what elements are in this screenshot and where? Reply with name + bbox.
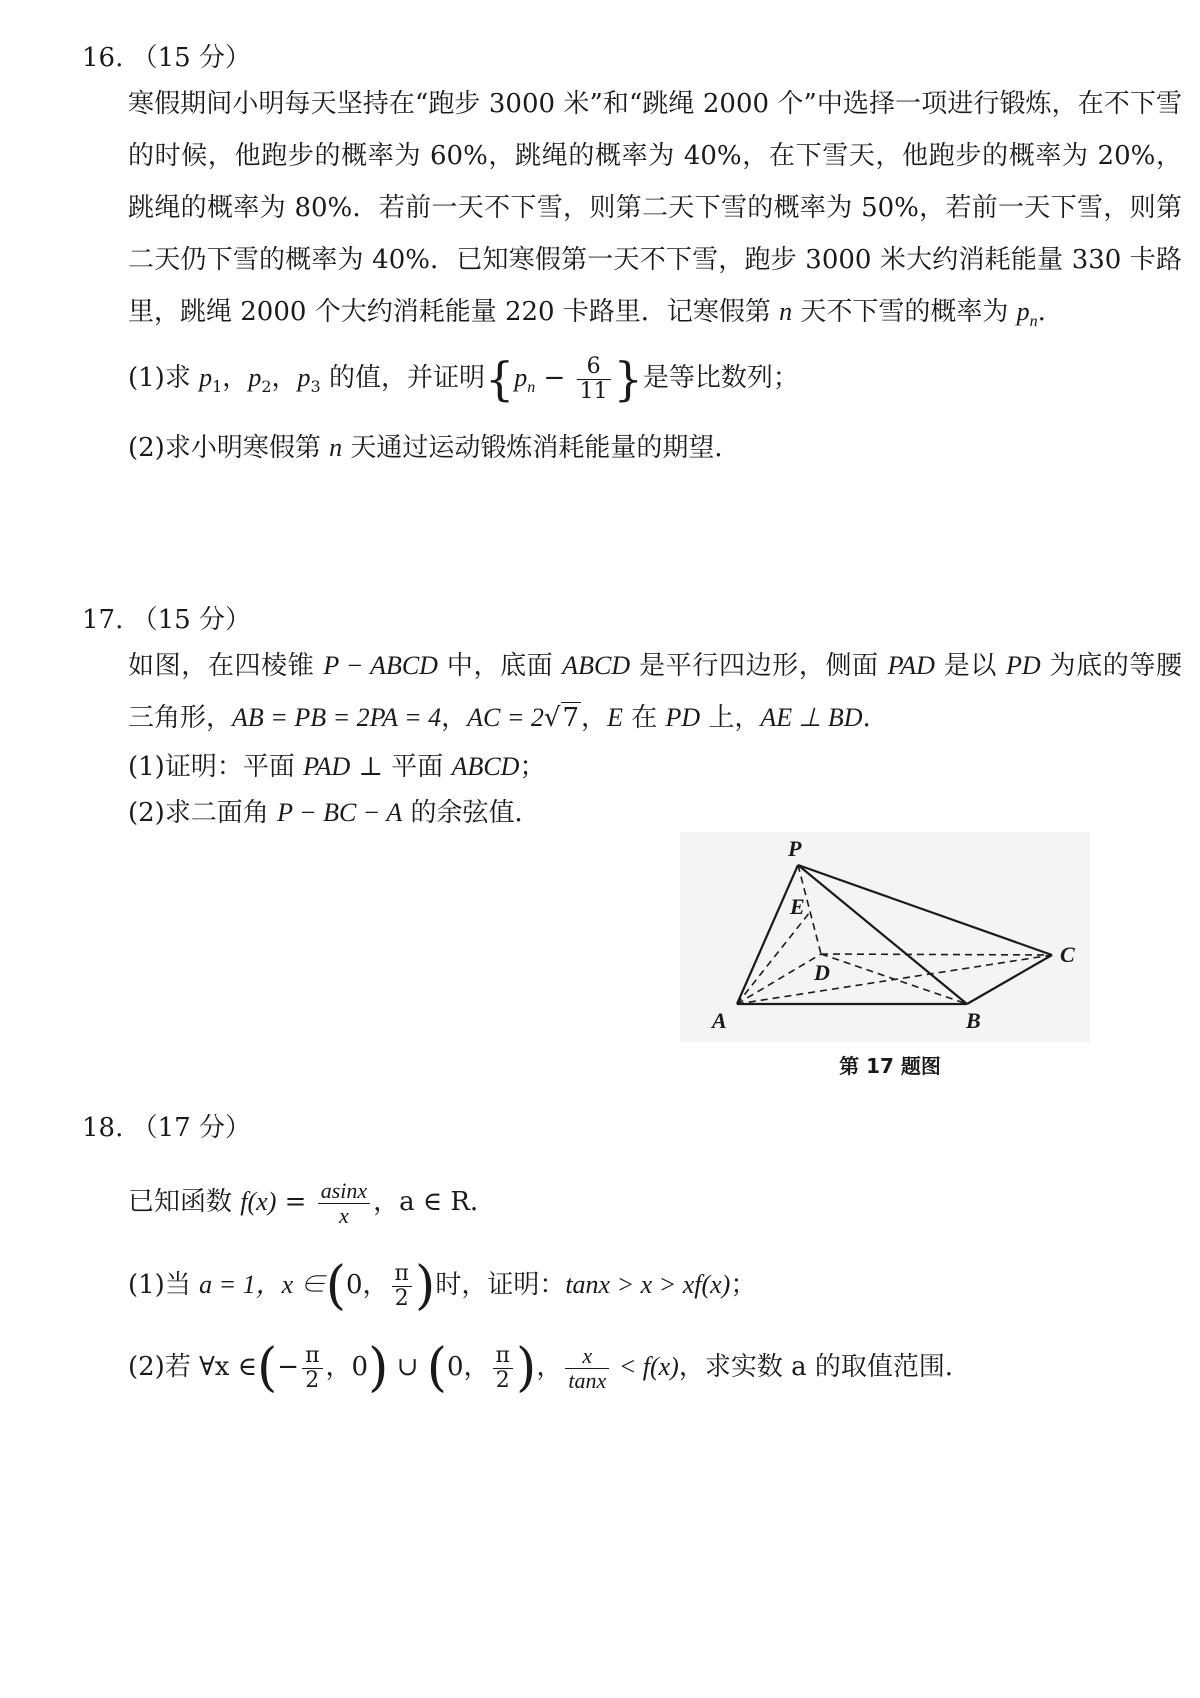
dihedral-angle: P − BC − A xyxy=(277,798,403,827)
fraction-denominator: tanx xyxy=(568,1367,607,1393)
fraction-denominator: 2 xyxy=(495,1367,510,1393)
face-name: PAD xyxy=(887,651,935,680)
base-name: ABCD xyxy=(562,651,631,680)
question-score: （15 分） xyxy=(131,43,251,73)
vertex-label-d: D xyxy=(814,960,830,985)
fraction-pi-2 xyxy=(493,1344,513,1393)
q17-text: 中，底面 xyxy=(437,651,563,681)
question-18-part2 xyxy=(128,1326,1182,1408)
question-17-part2 xyxy=(128,790,1182,836)
comma: ， xyxy=(536,1352,563,1382)
fraction-denominator: x xyxy=(339,1202,349,1228)
part1-mid: 的值，并证明 xyxy=(320,363,485,394)
fraction-numerator: π xyxy=(493,1344,513,1369)
fraction-x-tanx xyxy=(565,1344,609,1393)
question-16-part2 xyxy=(128,418,1182,478)
q18-tail: ，a ∈ R． xyxy=(373,1187,496,1217)
part2-label: (2)若 ∀x ∈ xyxy=(128,1352,257,1382)
question-17-header xyxy=(82,600,1182,640)
brace-open: { xyxy=(484,352,515,407)
part2-tail: 天通过运动锻炼消耗能量的期望． xyxy=(342,433,741,464)
var-n: n xyxy=(779,297,793,326)
fraction-numerator: π xyxy=(392,1262,412,1287)
pyramid-figure xyxy=(680,832,1090,1042)
inequality: < f(x) xyxy=(612,1352,679,1381)
vertex-label-a: A xyxy=(712,1008,727,1033)
part1-mid: 时，证明： xyxy=(435,1270,566,1300)
part1-label: (1)当 xyxy=(128,1270,200,1300)
question-score: （15 分） xyxy=(131,605,251,635)
part1-tail: ； xyxy=(519,752,546,782)
edge-name: PD xyxy=(1005,651,1041,680)
q16-period: . xyxy=(1037,297,1046,327)
condition: a = 1，x ∈ xyxy=(199,1270,326,1299)
fraction-pi-2 xyxy=(302,1344,322,1393)
comma: ， xyxy=(222,363,249,394)
plane-pad: PAD xyxy=(303,752,351,781)
var-p2-sub: 2 xyxy=(261,377,272,397)
fraction-denominator: 2 xyxy=(305,1367,320,1393)
vertex-label-p: P xyxy=(788,836,802,861)
var-p1-sub: 1 xyxy=(212,377,223,397)
var-pn: p xyxy=(514,363,528,393)
fraction-asinx-x xyxy=(318,1179,370,1228)
period: . xyxy=(862,703,871,733)
function-fx: f(x) xyxy=(240,1187,277,1216)
fraction-pi-2 xyxy=(392,1262,412,1311)
question-16-part1 xyxy=(128,348,1182,418)
q17-text: 是平行四边形，侧面 xyxy=(630,651,888,681)
question-18-header xyxy=(82,1108,1182,1148)
vertex-label-c: C xyxy=(1060,942,1075,967)
part1-label: (1)求 xyxy=(128,363,200,394)
paren-open: ( xyxy=(325,1256,346,1316)
comma: ， xyxy=(581,703,608,733)
point-e: E xyxy=(607,703,623,732)
question-score: （17 分） xyxy=(131,1113,251,1143)
fraction-6-11 xyxy=(577,355,611,404)
part2-label: (2)求小明寒假第 xyxy=(128,433,330,464)
question-18-part1 xyxy=(128,1244,1182,1326)
question-16-header xyxy=(82,38,1182,78)
minus: − xyxy=(535,363,574,394)
question-17-part1 xyxy=(128,744,1182,790)
question-number: 16. xyxy=(82,43,124,73)
question-16 xyxy=(82,38,1182,478)
part1-tail: ； xyxy=(730,1270,757,1300)
question-18-body xyxy=(128,1160,1182,1244)
fraction-denominator: 11 xyxy=(579,378,608,404)
question-number: 18. xyxy=(82,1113,124,1143)
vertex-label-e: E xyxy=(790,894,805,919)
q17-text: 在 xyxy=(622,703,666,733)
var-p1: p xyxy=(199,363,213,393)
question-17 xyxy=(82,600,1182,836)
paren-open: ( xyxy=(256,1338,278,1398)
sqrt-7 xyxy=(544,692,581,744)
interval-end: ，0 xyxy=(325,1352,369,1382)
paren-close: ) xyxy=(368,1338,389,1398)
vertex-label-b: B xyxy=(966,1008,981,1033)
paren-open: ( xyxy=(426,1338,447,1398)
q18-intro: 已知函数 xyxy=(128,1187,241,1217)
plane-abcd: ABCD xyxy=(451,752,520,781)
var-p3-sub: 3 xyxy=(310,377,321,397)
question-18 xyxy=(82,1108,1182,1408)
inequality: tanx > x > xf(x) xyxy=(565,1270,731,1299)
length-equation: AB = PB = 2PA = 4 xyxy=(232,703,442,732)
sqrt-radicand: 7 xyxy=(562,703,580,733)
var-n: n xyxy=(329,433,343,463)
q17-text: 是以 xyxy=(934,651,1006,681)
perp-condition: AE ⊥ BD xyxy=(760,703,863,732)
fraction-denominator: 2 xyxy=(394,1285,409,1311)
edge-name: PD xyxy=(665,703,701,732)
q16-text: 寒假期间小明每天坚持在“跑步 3000 米”和“跳绳 2000 个”中选择一项进行锻炼，在不下雪的时候，他跑步的概率为 60%，跳绳的概率为 40%，在下雪天，他跑步的概率为 20%，跳绳的概率为 80%．若前一天不下雪，则第二天下雪的概率为 50%，若前一天下雪，则第二天仍下雪的概率为 40%．已知寒假第一天不下雪，跑步 3000 米大约消耗能量 330 卡路里，跳绳 2000 个大约消耗能量 220 卡路里．记寒假第 xyxy=(128,89,1182,327)
var-p3: p xyxy=(297,363,311,393)
fraction-numerator: asinx xyxy=(318,1179,370,1204)
fraction-numerator: 6 xyxy=(577,355,611,380)
perp-text: ⊥ 平面 xyxy=(350,752,452,782)
sqrt-symbol: √ xyxy=(543,703,561,733)
question-17-body xyxy=(128,640,1182,744)
paren-close: ) xyxy=(516,1338,537,1398)
fraction-numerator: π xyxy=(302,1344,322,1369)
comma: ， xyxy=(271,363,298,394)
fraction-numerator: x xyxy=(565,1344,609,1369)
question-number: 17. xyxy=(82,605,124,635)
q17-text: 如图，在四棱锥 xyxy=(128,651,324,681)
q17-text: 为底的等腰三角形， xyxy=(128,651,1183,733)
var-pn-sub: n xyxy=(527,379,536,397)
pyramid-name: P − ABCD xyxy=(323,651,438,680)
interval-start: 0， xyxy=(346,1270,389,1300)
part2-label: (2)求二面角 xyxy=(128,798,278,828)
interval-start: 0， xyxy=(447,1352,490,1382)
figure-caption: 第 17 题图 xyxy=(839,1054,941,1078)
question-16-body xyxy=(128,78,1182,348)
var-p2: p xyxy=(248,363,262,393)
union: ∪ xyxy=(388,1352,427,1382)
var-p: p xyxy=(1016,297,1030,326)
ac-equation: AC = 2 xyxy=(467,703,544,732)
part1-tail: 是等比数列； xyxy=(642,363,799,394)
comma: ， xyxy=(441,703,468,733)
var-p-sub: n xyxy=(1029,313,1038,331)
minus: − xyxy=(277,1352,300,1382)
q17-text: 上， xyxy=(700,703,761,733)
equals: = xyxy=(276,1187,315,1217)
q16-text-tail: 天不下雪的概率为 xyxy=(792,297,1017,327)
part1-label: (1)证明：平面 xyxy=(128,752,304,782)
part2-tail: ，求实数 a 的取值范围． xyxy=(678,1352,971,1382)
part2-tail: 的余弦值． xyxy=(402,798,541,828)
brace-close: } xyxy=(613,352,643,407)
paren-close: ) xyxy=(415,1256,436,1316)
